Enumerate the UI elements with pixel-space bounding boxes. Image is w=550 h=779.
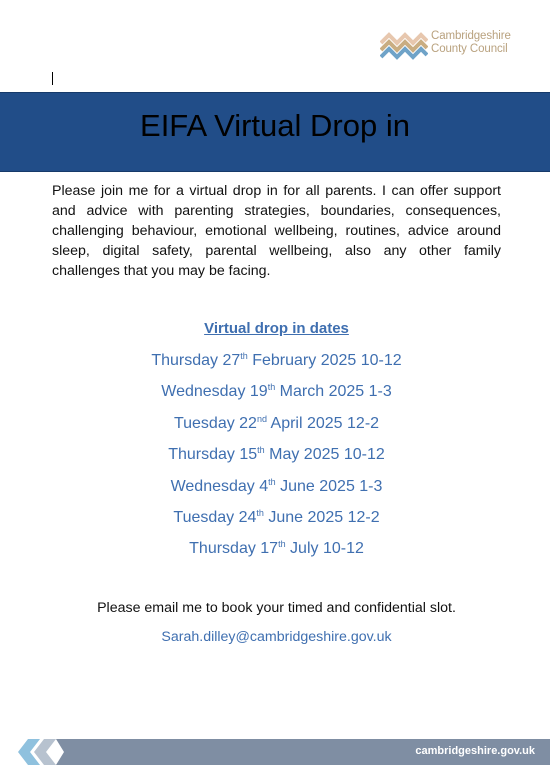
booking-instruction: Please email me to book your timed and confidential slot. [97,600,456,616]
date-rest: July 10-12 [285,540,364,557]
email-link[interactable]: Sarah.dilley@cambridgeshire.gov.uk [161,629,392,645]
logo-wordmark [431,30,511,56]
page-title: EIFA Virtual Drop in [140,108,410,143]
date-rest: June 2025 12-2 [263,509,380,526]
date-line [0,446,550,464]
date-suffix: nd [256,414,267,424]
date-line [0,478,550,496]
date-day: Tuesday 24 [173,509,257,526]
date-line [0,509,550,527]
date-day: Thursday 27 [151,352,241,369]
date-day: Wednesday 4 [170,478,269,495]
date-rest: June 2025 1-3 [275,478,383,495]
date-suffix: th [240,351,248,361]
logo-line-2: County Council [431,43,508,55]
date-line [0,540,550,558]
date-rest: March 2025 1-3 [275,383,392,400]
date-line [0,415,550,433]
council-logo [380,30,520,60]
date-suffix: th [278,539,286,549]
date-suffix: th [267,382,276,392]
date-day: Tuesday 22 [173,415,257,432]
intro-paragraph: Please join me for a virtual drop in for all parents. I can offer support and advice with parenting strategies, boundaries, consequences, challenging behaviour, emotional wellbeing, routines, advice around sleep, digital safety, parental wellbeing, also any other family challenges that you may be facing. [52,183,501,279]
date-rest: February 2025 10-12 [247,352,402,369]
date-day: Thursday 17 [189,540,279,557]
date-day: Thursday 15 [168,446,258,463]
date-line [0,383,550,401]
logo-line-1: Cambridgeshire [431,30,511,42]
text-cursor [52,72,53,85]
date-suffix: th [268,477,276,487]
date-rest: April 2025 12-2 [266,415,380,432]
date-day: Wednesday 19 [161,383,268,400]
waves-logo-icon [380,32,428,60]
date-suffix: th [256,508,264,518]
date-suffix: th [257,445,265,455]
date-rest: May 2025 10-12 [264,446,385,463]
footer-website-link[interactable]: cambridgeshire.gov.uk [415,745,535,757]
date-line [0,352,550,370]
dates-heading: Virtual drop in dates [204,320,349,337]
